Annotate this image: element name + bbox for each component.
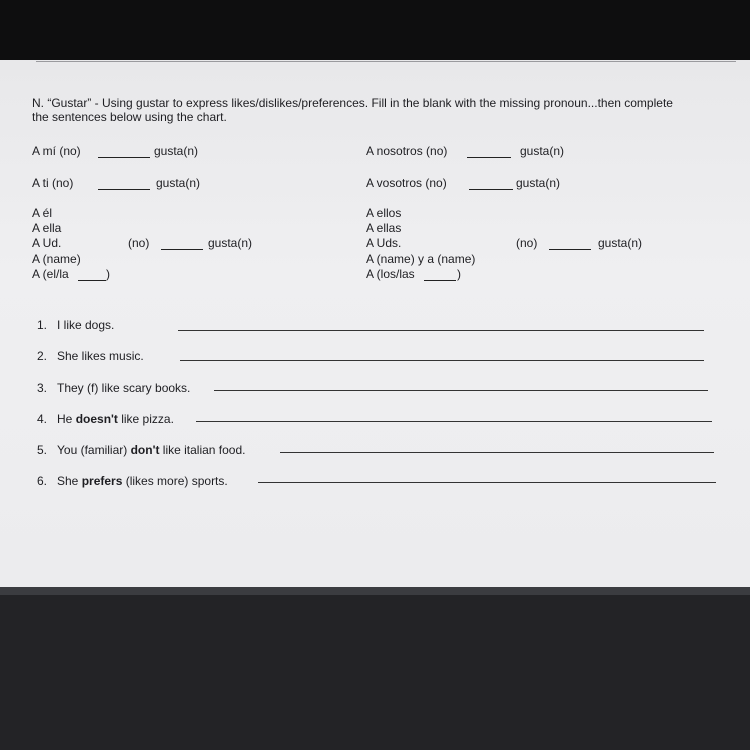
left-article-blank — [78, 280, 106, 281]
right-group-line: A ellas — [366, 221, 402, 235]
sentence-text: I like dogs. — [57, 318, 115, 332]
sentence-text: You (familiar) don't like italian food. — [57, 443, 246, 457]
left-row1-verb: gusta(n) — [154, 144, 199, 158]
right-group-verb: gusta(n) — [598, 236, 643, 250]
screen-bezel-band — [0, 587, 750, 595]
answer-line-1[interactable] — [178, 330, 704, 331]
right-row2-subject: A vosotros (no) — [366, 176, 447, 190]
right-group-line: A Uds. — [366, 236, 402, 250]
left-group-line: A Ud. — [32, 236, 62, 250]
sentence-number: 2. — [37, 349, 48, 363]
sentence-text: He doesn't like pizza. — [57, 412, 174, 426]
left-group-neg: (no) — [128, 236, 150, 250]
left-row2-blank — [98, 189, 150, 190]
sentence-text: They (f) like scary books. — [57, 381, 191, 395]
left-row1-blank — [98, 157, 150, 158]
right-row1-verb: gusta(n) — [520, 144, 565, 158]
left-group-line: A ella — [32, 221, 62, 235]
right-row2-verb: gusta(n) — [516, 176, 561, 190]
sentence-number: 6. — [37, 474, 48, 488]
right-group-blank — [549, 249, 591, 250]
right-group-close: ) — [457, 267, 461, 281]
left-row2-subject: A ti (no) — [32, 176, 74, 190]
right-row2-blank — [469, 189, 513, 190]
sentence-text: She likes music. — [57, 349, 144, 363]
sentence-number: 5. — [37, 443, 48, 457]
answer-line-3[interactable] — [214, 390, 708, 391]
instructions-line-2: the sentences below using the chart. — [32, 110, 227, 124]
left-group-line: A (name) — [32, 252, 81, 266]
instructions-line-1: N. “Gustar” - Using gustar to express likes/dislikes/preferences. Fill in the blank with the missing pronoun...then complete — [32, 96, 673, 110]
sentence-text: She prefers (likes more) sports. — [57, 474, 228, 488]
left-group-verb: gusta(n) — [208, 236, 253, 250]
right-group-line: A (los/las — [366, 267, 415, 281]
answer-line-5[interactable] — [280, 452, 714, 453]
left-group-line: A él — [32, 206, 53, 220]
right-row1-blank — [467, 157, 511, 158]
left-group-close: ) — [106, 267, 110, 281]
left-group-line: A (el/la — [32, 267, 69, 281]
sentence-number: 3. — [37, 381, 48, 395]
answer-line-2[interactable] — [180, 360, 704, 361]
answer-line-4[interactable] — [196, 421, 712, 422]
sentence-number: 1. — [37, 318, 48, 332]
right-article-blank — [424, 280, 456, 281]
left-row1-subject: A mí (no) — [32, 144, 81, 158]
right-group-neg: (no) — [516, 236, 538, 250]
right-group-line: A ellos — [366, 206, 402, 220]
bottom-dark-area — [0, 595, 750, 750]
right-row1-subject: A nosotros (no) — [366, 144, 448, 158]
sentence-number: 4. — [37, 412, 48, 426]
left-row2-verb: gusta(n) — [156, 176, 201, 190]
top-dark-area — [0, 0, 750, 60]
right-group-line: A (name) y a (name) — [366, 252, 476, 266]
answer-line-6[interactable] — [258, 482, 716, 483]
left-group-blank — [161, 249, 203, 250]
paper-top-edge — [36, 61, 736, 62]
worksheet-paper — [0, 60, 750, 587]
